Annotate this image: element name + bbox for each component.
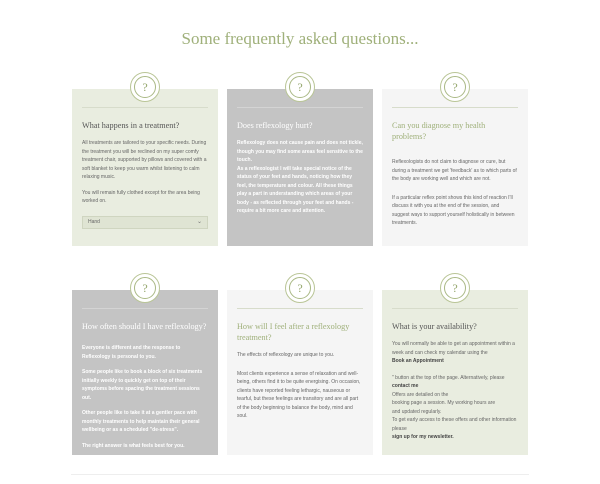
faq-paragraph: Other people like to take it at a gentler pace with monthly treatments to help maintain their general wellbeing or as a scheduled "de-stress". [82,410,200,433]
faq-card-frequency [72,280,218,455]
faq-title: How often should I have reflexology? [82,322,207,331]
book-appointment-link[interactable]: Book an Appointment [392,358,444,364]
faq-card-hurt [227,79,373,246]
faq-text: Offers are detailed on the [392,391,449,398]
question-badge [130,273,160,303]
footer-divider [71,474,529,475]
faq-paragraph: As a reflexologist I will take special notice of the status of your feet and hands, noticing how they feel, the temperature and colour. All these things play a part in understanding which areas of your body - as reflected through your feet and hands - require a bit more care and attention. [237,165,354,214]
faq-title: Does reflexology hurt? [237,121,313,130]
divider [82,308,208,309]
question-badge [130,72,160,102]
faq-paragraph: Reflexologists do not claim to diagnose or cure, but during a treatment we get 'feedback' as to which parts of the body are working well and which are not. [392,159,517,182]
faq-paragraph: You will remain fully clothed except for the area being worked on. [82,189,200,204]
faq-text: and updated regularly. [392,408,442,415]
faq-paragraph: If a particular reflex point shows this kind of reaction I'll discuss it with you at the end of the session, and suggest ways to support yourself holistically in between treatments. [392,194,515,226]
faq-paragraph: The right answer is what feels best for you. [82,442,185,449]
faq-title: What is your availability? [392,322,477,331]
newsletter-signup-link[interactable]: sign up for my newsletter. [392,434,454,440]
faq-title: What happens in a treatment? [82,121,180,130]
divider [392,107,518,108]
chevron-down-icon: ⌄ [196,218,202,225]
faq-paragraph: The effects of reflexology are unique to you. [237,352,335,358]
faq-paragraph: Everyone is different and the response to Reflexology is personal to you. [82,345,181,360]
faq-text: You will normally be able to get an appointment within a week and can check my calendar using the [392,341,515,356]
question-mark-icon: ? [289,76,311,98]
faq-card-treatment [72,79,218,246]
faq-answer [82,139,208,206]
question-mark-icon: ? [444,76,466,98]
faq-paragraph: Reflexology does not cause pain and does not tickle, though you may find some areas feel sensitive to the touch. [237,140,363,163]
faq-title: How will I feel after a reflexology treatment? [237,322,350,342]
question-badge [285,72,315,102]
faq-paragraph: All treatments are tailored to your specific needs. During the treatment you will be reclined on my super comfy treatment chair, supported by pillows and covered with a soft blanket to keep you warm whilst listening to calm relaxing music. [82,140,207,180]
faq-paragraph: Some people like to book a block of six treatments initially weekly to quickly get on top of their symptoms before spacing the treatment sessions out. [82,369,203,401]
divider [237,107,363,108]
divider [82,107,208,108]
select-value: Hand [88,218,100,225]
question-mark-icon: ? [444,277,466,299]
question-badge [440,72,470,102]
faq-card-after [227,280,373,455]
faq-paragraph: Most clients experience a sense of relaxation and well-being, others find it to be quite energising. On occasion, clients have reported feeling lethargic, nauseous or tearful, but these feelings are transitory and are all part of the body beginning to balance the body, mind and soul. [237,370,361,419]
divider [237,308,363,309]
faq-title: Can you diagnose my health problems? [392,121,486,141]
question-badge [440,273,470,303]
booking-page-link[interactable]: booking page a session. My working hours are [392,400,496,406]
divider [392,308,518,309]
faq-answer [392,340,518,442]
contact-me-link[interactable]: contact me [392,383,419,389]
question-badge [285,273,315,303]
question-mark-icon: ? [134,76,156,98]
faq-answer [237,351,363,421]
faq-answer [82,344,208,450]
question-mark-icon: ? [134,277,156,299]
faq-answer [237,139,363,216]
faq-text: " button at the top of the page. Alternatively, please [392,374,505,381]
faq-card-availability [382,280,528,455]
body-area-select[interactable] [82,216,208,229]
faq-text: To get early access to these offers and other information please [392,417,517,432]
page-heading: Some frequently asked questions... [181,29,419,48]
faq-card-diagnose [382,79,528,246]
question-mark-icon: ? [289,277,311,299]
faq-answer [392,158,518,228]
